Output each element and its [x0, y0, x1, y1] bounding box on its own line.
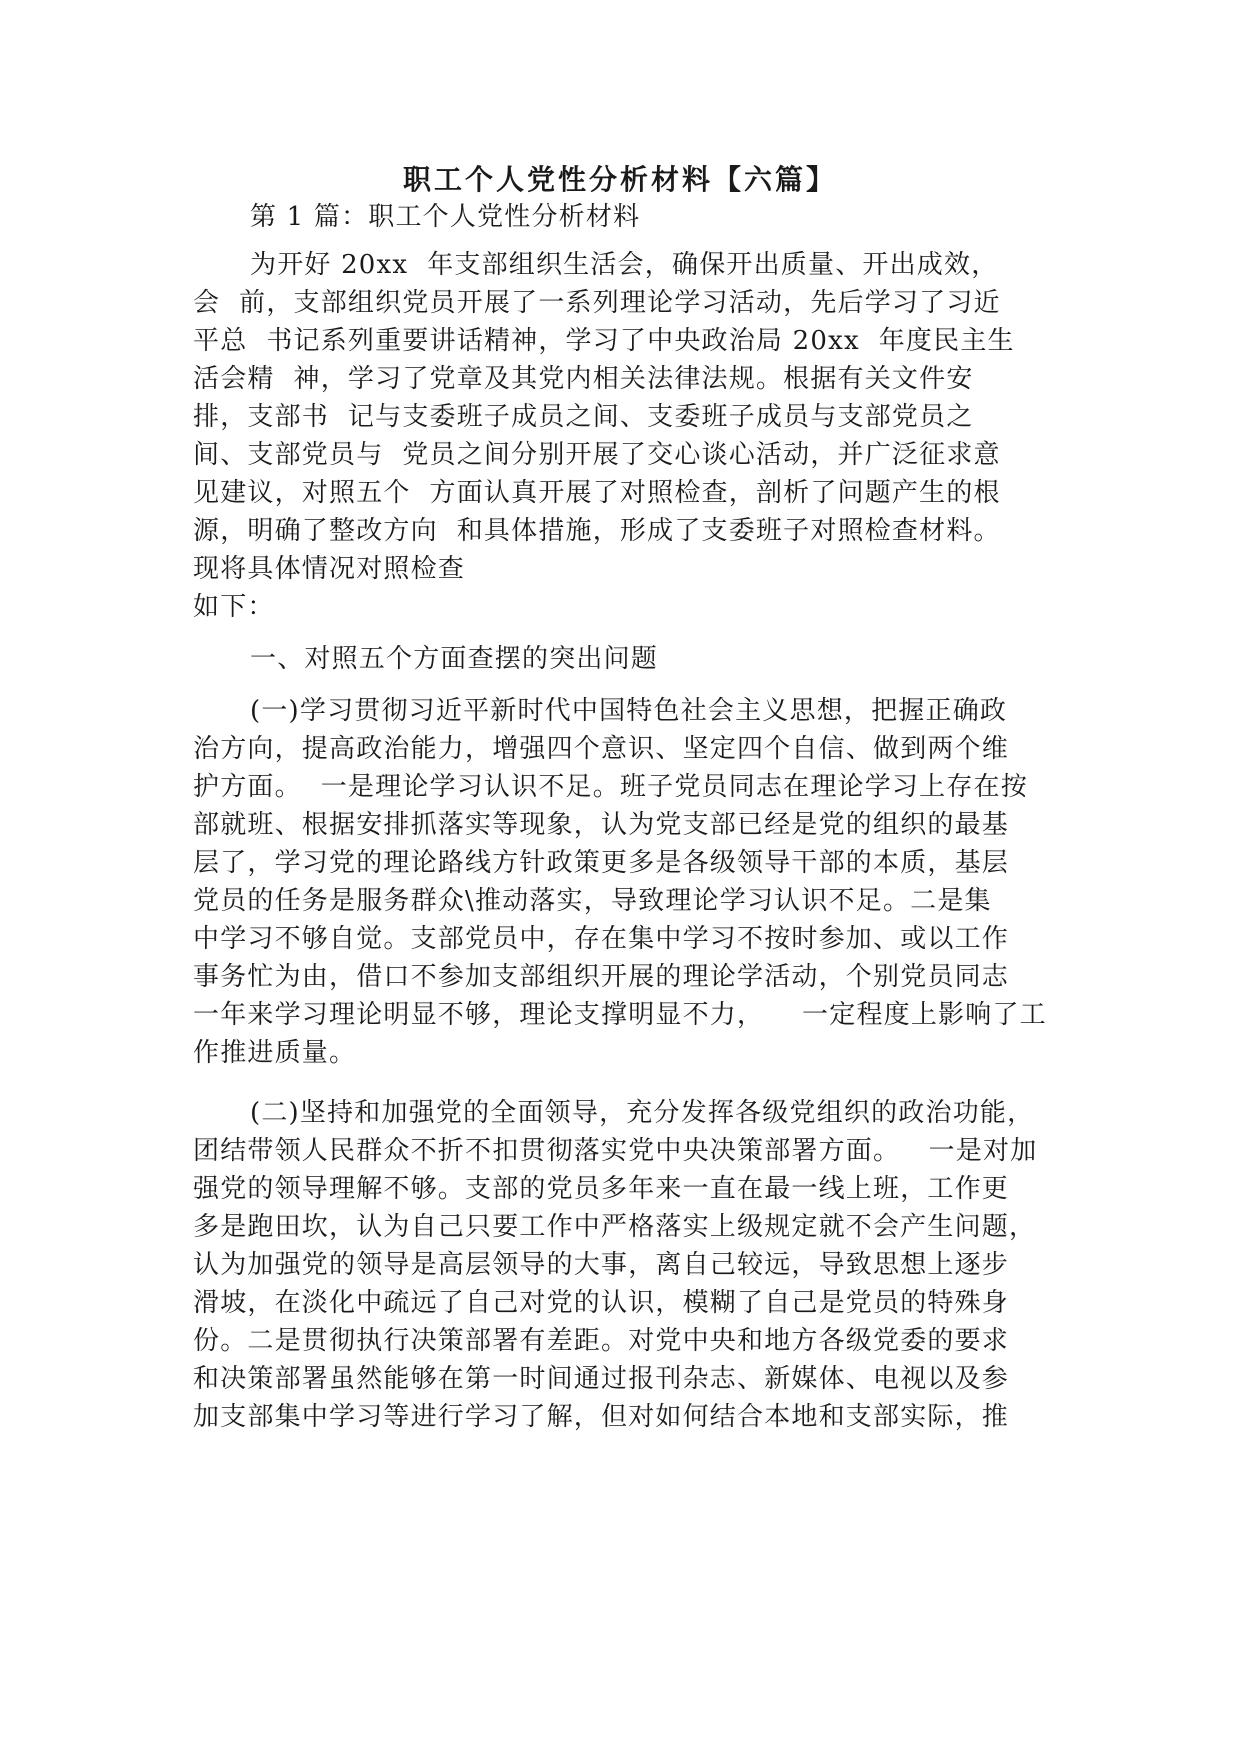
paragraph-line: 部就班、根据安排抓落实等现象，认为党支部已经是党的组织的最基 [193, 810, 1010, 840]
paragraph-line: (二)坚持和加强党的全面领导，充分发挥各级党组织的政治功能， [250, 1098, 1035, 1128]
paragraph-line: 认为加强党的领导是高层领导的大事，离自己较远，导致思想上逐步 [193, 1250, 1010, 1280]
paragraph-line: 见建议，对照五个 方面认真开展了对照检查，剖析了问题产生的根 [193, 478, 1001, 508]
document-title: 职工个人党性分析材料【六篇】 [402, 163, 837, 196]
paragraph-line: 中学习不够自觉。支部党员中，存在集中学习不按时参加、或以工作 [193, 924, 1010, 954]
paragraph-line: 护方面。 一是理论学习认识不足。班子党员同志在理论学习上存在按 [193, 772, 1028, 802]
paragraph-line: 团结带领人民群众不折不扣贯彻落实党中央决策部署方面。 一是对加 [193, 1136, 1038, 1166]
paragraph-line: 为开好 20xx 年支部组织生活会，确保开出质量、开出成效， [250, 250, 999, 280]
paragraph-line: 平总 书记系列重要讲话精神，学习了中央政治局 20xx 年度民主生 [193, 326, 1015, 356]
paragraph-line: 间、支部党员与 党员之间分别开展了交心谈心活动，并广泛征求意 [193, 440, 1001, 470]
paragraph-line: 份。二是贯彻执行决策部署有差距。对党中央和地方各级党委的要求 [193, 1326, 1010, 1356]
paragraph-line: 强党的领导理解不够。支部的党员多年来一直在最一线上班，工作更 [193, 1174, 1010, 1204]
paragraph-line: 会 前，支部组织党员开展了一系列理论学习活动，先后学习了习近 [193, 288, 1001, 318]
paragraph-line: 层了，学习党的理论路线方针政策更多是各级领导干部的本质，基层 [193, 848, 1010, 878]
subheading: 一、对照五个方面查摆的突出问题 [250, 644, 659, 674]
paragraph-line: 源，明确了整改方向 和具体措施，形成了支委班子对照检查材料。 [193, 516, 1001, 546]
section-heading-1: 第 1 篇：职工个人党性分析材料 [250, 202, 641, 232]
paragraph-line: 加支部集中学习等进行学习了解，但对如何结合本地和支部实际，推 [193, 1402, 1010, 1432]
paragraph-line: 现将具体情况对照检查 [193, 554, 466, 584]
paragraph-line: 和决策部署虽然能够在第一时间通过报刊杂志、新媒体、电视以及参 [193, 1364, 1010, 1394]
paragraph-line: 排，支部书 记与支委班子成员之间、支委班子成员与支部党员之 [193, 402, 974, 432]
paragraph-line: 党员的任务是服务群众\推动落实，导致理论学习认识不足。二是集 [193, 886, 992, 916]
paragraph-line: 活会精 神，学习了党章及其党内相关法律法规。根据有关文件安 [193, 364, 974, 394]
paragraph-line: 多是跑田坎，认为自己只要工作中严格落实上级规定就不会产生问题， [193, 1212, 1037, 1242]
paragraph-line: 一年来学习理论明显不够，理论支撑明显不力， 一定程度上影响了工 [193, 1000, 1047, 1030]
paragraph-line: 作推进质量。 [193, 1038, 357, 1068]
paragraph-line: 治方向，提高政治能力，增强四个意识、坚定四个自信、做到两个维 [193, 734, 1010, 764]
paragraph-line: 滑坡，在淡化中疏远了自己对党的认识，模糊了自己是党员的特殊身 [193, 1288, 1010, 1318]
paragraph-line: 如下： [193, 592, 275, 622]
paragraph-line: (一)学习贯彻习近平新时代中国特色社会主义思想，把握正确政 [250, 696, 1008, 726]
paragraph-line: 事务忙为由，借口不参加支部组织开展的理论学活动，个别党员同志 [193, 962, 1010, 992]
